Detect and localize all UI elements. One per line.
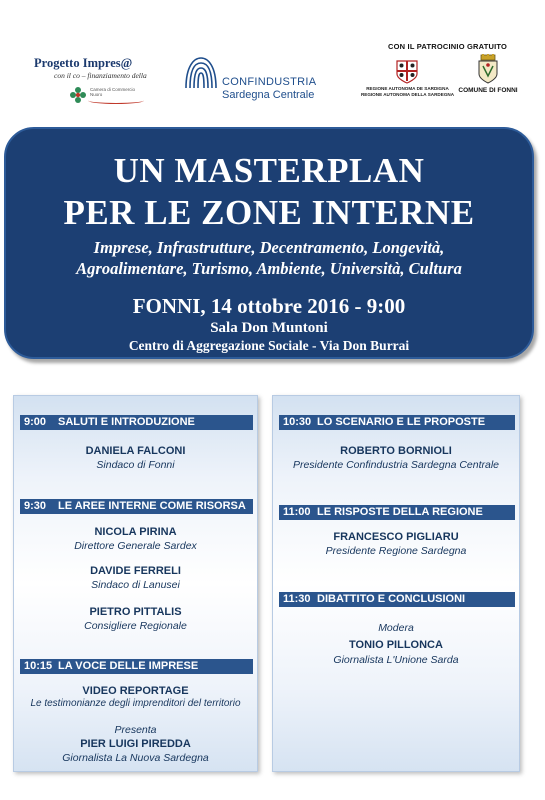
session-title: LO SCENARIO E LE PROPOSTE [317,416,486,428]
speaker-role: Giornalista La Nuova Sardegna [62,752,209,764]
session-header [279,415,515,430]
chamber-flower-icon [68,85,88,105]
confindustria-region: Sardegna Centrale [222,89,315,101]
camera-commercio-logo [68,85,168,105]
session-title: LE AREE INTERNE COME RISORSA [58,500,246,512]
session-time: 10:15 [24,660,53,672]
session-time: 9:30 [24,500,47,512]
speaker-role: Presidente Confindustria Sardegna Centrale [292,459,500,471]
speaker-role: Giornalista L'Unione Sarda [333,654,459,666]
event-venue: Sala Don Muntoni [210,320,328,336]
regione-text [360,86,455,97]
title-line-2: PER LE ZONE INTERNE [63,193,475,232]
session-header [20,415,253,430]
speaker-role: Direttore Generale Sardex [74,540,197,552]
title-banner [4,127,534,359]
fonni-crest-icon [476,54,500,84]
comune-fonni-label: COMUNE DI FONNI [458,87,518,94]
session-time: 9:00 [24,416,47,428]
regione-line-1: REGIONE AUTONOMA DE SARDIGNA [366,86,449,91]
confindustria-emblem-icon [182,54,220,94]
chamber-swoosh [88,97,144,104]
session-time: 10:30 [283,416,312,428]
session-title: LA VOCE DELLE IMPRESE [58,660,199,672]
event-address: Centro di Aggregazione Sociale - Via Don Burrai [128,338,410,353]
chamber-text: Camera di Commercio Nuoro [90,87,136,97]
speaker-role: Le testimonianze degli imprenditori del territorio [30,698,241,709]
progetto-impresa-logo [34,56,147,106]
regione-line-2: REGIONE AUTONOMA DELLA SARDEGNA [360,91,455,97]
speaker-name: ROBERTO BORNIOLI [340,445,452,457]
program-column-left [13,395,258,772]
event-datetime: FONNI, 14 ottobre 2016 - 9:00 [132,294,406,318]
session-title: LE RISPOSTE DELLA REGIONE [317,506,483,518]
session-header [279,505,515,520]
moderator-label: Modera [378,622,414,634]
patrocinio-label: CON IL PATROCINIO GRATUITO [388,42,508,51]
speaker-name: TONIO PILLONCA [349,639,443,651]
speaker-name: PIER LUIGI PIREDDA [80,738,191,750]
progetto-subtitle: con il co – finanziamento della [54,71,147,80]
speaker-name: VIDEO REPORTAGE [82,685,189,697]
speaker-name: FRANCESCO PIGLIARU [333,531,459,543]
title-line-1: UN MASTERPLAN [113,151,425,190]
speaker-name: NICOLA PIRINA [94,526,177,538]
regione-shield-icon [396,60,418,84]
regione-sardegna-logo [360,58,455,100]
speaker-role: Sindaco di Lanusei [91,579,180,591]
speaker-role: Sindaco di Fonni [96,459,175,471]
presenter-label: Presenta [114,724,157,736]
subtitle-line-1: Imprese, Infrastrutture, Decentramento, Longevità, [93,238,445,257]
comune-fonni-logo [458,54,518,100]
speaker-name: DAVIDE FERRELI [90,565,181,577]
session-header [20,499,253,514]
confindustria-name: CONFINDUSTRIA [222,76,317,88]
program-column-right [272,395,520,772]
session-time: 11:30 [283,593,311,605]
speaker-name: PIETRO PITTALIS [89,606,182,618]
session-time: 11:00 [283,506,311,518]
speaker-role: Consigliere Regionale [84,620,187,632]
progetto-title: Progetto Impres@ [34,56,133,70]
speaker-name: DANIELA FALCONI [85,445,186,457]
session-header [279,592,515,607]
session-title: SALUTI E INTRODUZIONE [58,416,195,428]
speaker-role: Presidente Regione Sardegna [325,545,467,557]
session-title: DIBATTITO E CONCLUSIONI [317,593,466,605]
session-header [20,659,253,674]
confindustria-logo [180,54,320,102]
subtitle-line-2: Agroalimentare, Turismo, Ambiente, Università, Cultura [76,259,462,278]
